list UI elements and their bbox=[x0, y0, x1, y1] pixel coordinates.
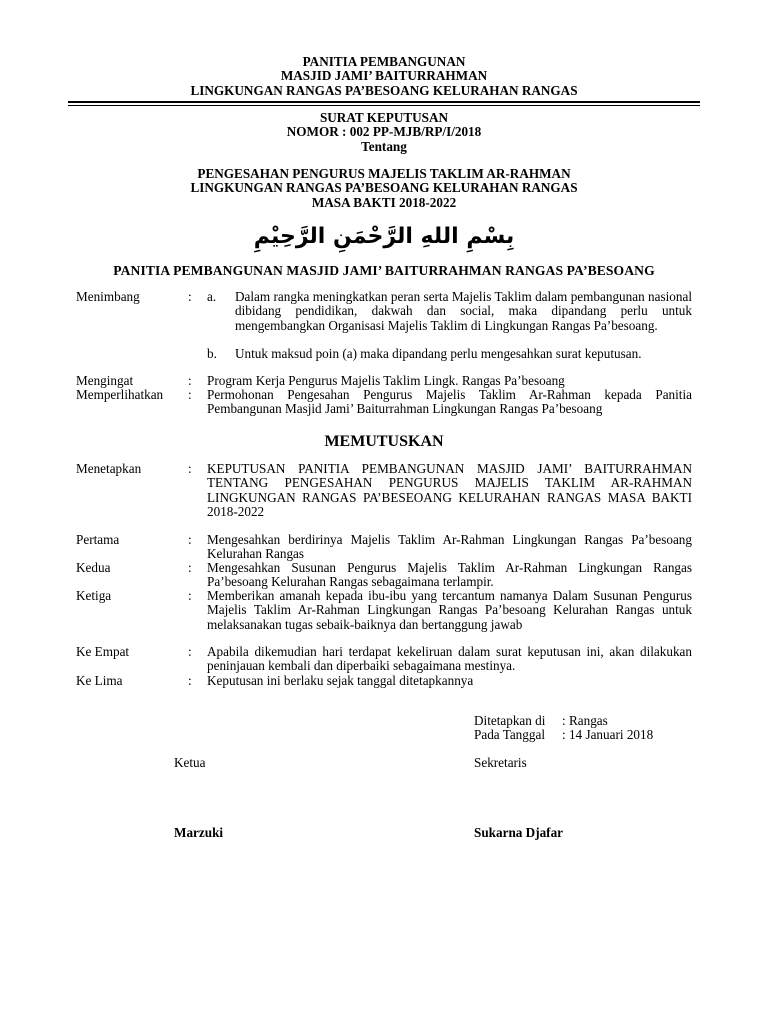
decision-row bbox=[76, 589, 692, 649]
decision-row bbox=[76, 674, 692, 689]
enacted-date-label: Pada Tanggal bbox=[474, 727, 545, 742]
decision-label: Kedua bbox=[76, 560, 111, 575]
remembering-colon: : bbox=[188, 373, 192, 388]
decision-colon: : bbox=[188, 588, 192, 603]
enacted-place-label: Ditetapkan di bbox=[474, 713, 546, 728]
decision-row bbox=[76, 561, 692, 591]
chair-title: Ketua bbox=[174, 755, 206, 770]
establish-text: KEPUTUSAN PANITIA PEMBANGUNAN MASJID JAMI’ BAITURRAHMAN TENTANG PENGESAHAN PENGURUS MAJELIS TAKLIM AR-RAHMAN LINGKUNGAN RANGAS PA’BESEOANG KELURAHAN RANGAS MASA BAKTI 2018-2022 bbox=[207, 461, 692, 520]
letterhead-line-2: MASJID JAMI’ BAITURRAHMAN bbox=[280, 68, 488, 84]
decision-label: Ke Lima bbox=[76, 673, 123, 688]
basmalah: بِسْمِ اللهِ الرَّحْمَنِ الرَّحِيْمِ bbox=[253, 224, 515, 249]
letterhead-divider-thick bbox=[68, 101, 700, 103]
letterhead-divider-thin bbox=[68, 105, 700, 106]
observing-colon: : bbox=[188, 387, 192, 402]
item-a-marker: a. bbox=[207, 289, 217, 304]
subject-line-3: MASA BAKTI 2018-2022 bbox=[311, 194, 457, 210]
committee-heading: PANITIA PEMBANGUNAN MASJID JAMI’ BAITURRAHMAN RANGAS PA’BESOANG bbox=[113, 263, 655, 278]
decision-text: Apabila dikemudian hari terdapat kekeliruan dalam surat keputusan ini, akan dilakukan peninjauan kembali dan diperbaiki sebagaimana mestinya. bbox=[207, 644, 692, 674]
decision-colon: : bbox=[188, 532, 192, 547]
item-b-text: Untuk maksud poin (a) maka dipandang perlu mengesahkan surat keputusan. bbox=[235, 346, 642, 361]
decision-label: Ke Empat bbox=[76, 644, 130, 659]
about-label: Tentang bbox=[361, 138, 407, 154]
considering-section bbox=[76, 290, 692, 370]
letterhead-line-1: PANITIA PEMBANGUNAN bbox=[302, 54, 466, 69]
decision-label: Ketiga bbox=[76, 588, 112, 603]
decision-row bbox=[76, 533, 692, 563]
item-b-marker: b. bbox=[207, 346, 217, 361]
remembering-label: Mengingat bbox=[76, 373, 134, 388]
doc-type: SURAT KEPUTUSAN bbox=[319, 110, 449, 125]
observing-section bbox=[76, 388, 692, 418]
considering-label: Menimbang bbox=[76, 289, 140, 304]
decision-colon: : bbox=[188, 673, 192, 688]
establish-section bbox=[76, 462, 692, 522]
chair-name: Marzuki bbox=[174, 825, 224, 840]
secretary-title: Sekretaris bbox=[474, 755, 527, 770]
letterhead-line-3: LINGKUNGAN RANGAS PA’BESOANG KELURAHAN RANGAS bbox=[190, 82, 578, 98]
observing-label: Memperlihatkan bbox=[76, 387, 164, 402]
decision-row bbox=[76, 645, 692, 675]
subject-line-1: PENGESAHAN PENGURUS MAJELIS TAKLIM AR-RAHMAN bbox=[197, 166, 571, 181]
decides-heading: MEMUTUSKAN bbox=[324, 433, 444, 450]
decision-text: Mengesahkan berdirinya Majelis Taklim Ar-Rahman Lingkungan Rangas Pa’besoang Kelurahan Rangas bbox=[207, 532, 692, 562]
decision-colon: : bbox=[188, 560, 192, 575]
establish-label: Menetapkan bbox=[76, 461, 142, 476]
observing-text: Permohonan Pengesahan Pengurus Majelis Taklim Ar-Rahman kepada Panitia Pembangunan Masjid Jami’ Baiturrahman Lingkungan Rangas Pa’besoang bbox=[207, 387, 692, 417]
decree-number: NOMOR : 002 PP-MJB/RP/I/2018 bbox=[286, 124, 482, 140]
decision-text: Memberikan amanah kepada ibu-ibu yang tercantum namanya Dalam Susunan Pengurus Majelis Taklim Ar-Rahman Lingkungan Rangas Pa’besoang Kelurahan Rangas untuk melaksanakan tugas sebaik-baiknya dan bertanggung jawab bbox=[207, 588, 692, 632]
decree-title-block bbox=[0, 111, 768, 154]
enacted-date-value: : 14 Januari 2018 bbox=[562, 727, 654, 742]
subject-line-2: LINGKUNGAN RANGAS PA’BESOANG KELURAHAN RANGAS bbox=[190, 180, 578, 196]
secretary-name: Sukarna Djafar bbox=[474, 825, 564, 840]
decree-subject bbox=[0, 167, 768, 210]
decision-label: Pertama bbox=[76, 532, 120, 547]
item-a-text: Dalam rangka meningkatkan peran serta Majelis Taklim dalam pembangunan nasional dibidang pendidikan, dakwah dan social, maka dipandang perlu untuk mengembangkan Organisasi Majelis Taklim di Lingkungan Rangas Pa’besoang. bbox=[235, 289, 692, 333]
decision-text: Keputusan ini berlaku sejak tanggal ditetapkannya bbox=[207, 673, 474, 688]
considering-colon: : bbox=[188, 289, 192, 304]
decision-text: Mengesahkan Susunan Pengurus Majelis Taklim Ar-Rahman Lingkungan Rangas Pa’besoang Kelurahan Rangas sebagaimana terlampir. bbox=[207, 560, 692, 590]
remembering-text: Program Kerja Pengurus Majelis Taklim Lingk. Rangas Pa’besoang bbox=[207, 373, 565, 388]
decision-colon: : bbox=[188, 644, 192, 659]
enacted-place-value: : Rangas bbox=[562, 713, 608, 728]
letterhead bbox=[0, 55, 768, 98]
establish-colon: : bbox=[188, 461, 192, 476]
